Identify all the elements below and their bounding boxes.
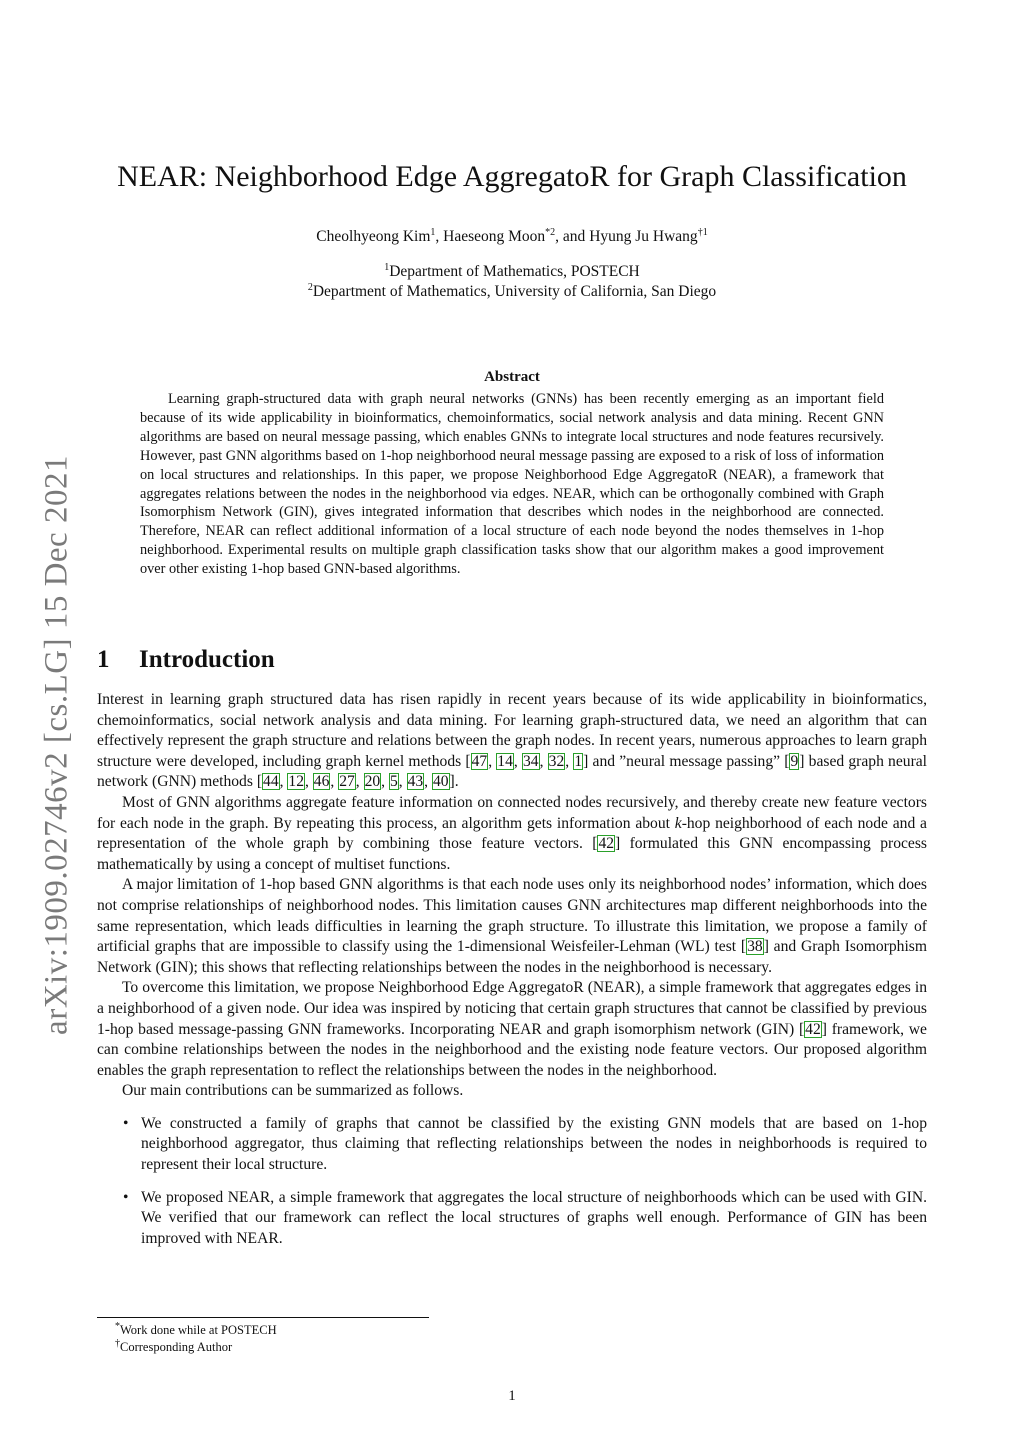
citation-link[interactable]: 43 — [407, 773, 424, 791]
text-run: formulated this GNN encompassing process mathematically by using a concept of multiset functions. — [97, 835, 927, 873]
paper-title: NEAR: Neighborhood Edge AggregatoR for Graph Classification — [117, 160, 907, 193]
text-run: -hop neighborhood of each node and a representation of the whole graph by combining those feature vectors. — [97, 814, 927, 853]
section-number: 1 — [97, 646, 110, 673]
body-text — [97, 690, 927, 1261]
text-run: and ”neural message passing” — [588, 752, 785, 770]
citation-link[interactable]: 47 — [471, 752, 488, 770]
list-item-text: We proposed NEAR, a simple framework that aggregates the local structure of neighborhoods which can be used with GIN. We verified that our framework can reflect the local structures of graphs well enough. Performance of GIN has been improved with NEAR. — [141, 1188, 927, 1247]
text-run: To overcome this limitation, we propose Neighborhood Edge AggregatoR (NEAR), a simple framework that aggregates edges in a neighborhood of a given node. Our idea was inspired by noticing that certain graph structures that cannot be classified by previous 1-hop based message-passing GNN frameworks. Incorporating NEAR and graph isomorphism network (GIN) — [97, 979, 927, 1038]
citation-link[interactable]: 9 — [790, 752, 799, 770]
text-run: framework, we can combine relationships between the nodes in the neighborhood and the existing node feature vectors. Our proposed algorithm enables the graph representation to reflect the relationships between the nodes in the neighborhood. — [97, 1020, 927, 1079]
list-item — [97, 1188, 927, 1250]
text-run: Interest in learning graph structured data has risen rapidly in recent years because of its wide applicability in bioinformatics, chemoinformatics, social network analysis and data mining. For learning graph-structured data, we need an algorithm that can effectively represent the graph structure and relations between the graph nodes. In recent years, numerous approaches to learn graph structure were developed, including graph kernel methods — [97, 691, 927, 770]
list-item-text: We constructed a family of graphs that cannot be classified by the existing GNN models that are based on 1-hop neighborhood aggregator, thus claiming that reflecting relationships between the nodes in neighborhoods is required to represent their local structure. — [141, 1114, 927, 1174]
text-run: Most of GNN algorithms aggregate feature information on connected nodes recursively, and thereby create new feature vectors for each node in the graph. By repeating this process, an algorithm gets information about — [97, 793, 927, 832]
text-run: and Graph Isomorphism Network (GIN); this shows that reflecting relationships between the nodes in the neighborhood is necessary. — [97, 938, 927, 976]
affiliation-mark: 1 — [384, 261, 390, 273]
citation-link[interactable]: 1 — [574, 752, 583, 770]
author-separator: , and — [555, 228, 590, 245]
affiliation-text: Department of Mathematics, University of California, San Diego — [312, 283, 717, 300]
paragraph: A major limitation of 1-hop based GNN algorithms is that each node uses only its neighborhood nodes’ information, which does not comprise relationships of neighborhood nodes. This limitation causes GNN architectures map different neighborhoods into the same representation, which leads difficulties in learning the graph structure. To illustrate this limitation, we propose a family of artificial graphs that are impossible to classify using the 1-dimensional Weisfeiler-Lehman (WL) test [38] and Graph Isomorphism Network (GIN); this shows that reflecting relationships between the nodes in the neighborhood is necessary. — [97, 876, 927, 976]
list-item — [97, 1114, 927, 1176]
text-run: A major limitation of 1-hop based GNN algorithms is that each node uses only its neighborhood nodes’ information, which does not comprise relationships of neighborhood nodes. This limitation causes GNN architectures map different neighborhoods into the same representation, which leads difficulties in learning the graph structure. To illustrate this limitation, we propose a family of artificial graphs that are impossible to classify using the 1-dimensional Weisfeiler-Lehman (WL) test — [97, 876, 927, 956]
paragraph: Interest in learning graph structured data has risen rapidly in recent years because of its wide applicability in bioinformatics, chemoinformatics, social network analysis and data mining. For learning graph-structured data, we need an algorithm that can effectively represent the graph structure and relations between the graph nodes. In recent years, numerous approaches to learn graph structure were developed, including graph kernel methods [47, 14, 34, 32, 1] and ”neural message passing” [9] based graph neural network (GNN) methods [44, 12, 46, 27, 20, 5, 43, 40]. — [97, 691, 928, 791]
citation-link[interactable]: 42 — [805, 1020, 821, 1038]
abstract-text: Learning graph-structured data with graph neural networks (GNNs) has been recently emerging as an important field because of its wide applicability in bioinformatics, chemoinformatics, social network analysis and data mining. Recent GNN algorithms are based on neural message passing, which enables GNNs to integrate local structures and node features recursively. However, past GNN algorithms based on 1-hop neighborhood neural message passing are exposed to a risk of loss of information on local structures and relationships. In this paper, we propose Neighborhood Edge AggregatoR (NEAR), a framework that aggregates relations between the nodes in the neighborhood via edges. NEAR, which can be orthogonally combined with Graph Isomorphism Network (GIN), gives integrated information that describes which nodes in the neighborhood are connected. Therefore, NEAR can reflect additional information of a local structure of each node beyond the nodes themselves in 1-hop neighborhood. Experimental results on multiple graph classification tasks show that our algorithm makes a good improvement over other existing 1-hop based GNN-based algorithms. — [140, 391, 884, 578]
citation-link[interactable]: 46 — [313, 773, 330, 791]
citation-link[interactable]: 14 — [497, 752, 513, 770]
math-variable: k — [674, 814, 682, 832]
bullet-icon: • — [123, 1188, 129, 1206]
page-number: 1 — [508, 1388, 516, 1404]
text-run: . — [454, 773, 459, 791]
author-name: Hyung Ju Hwang — [589, 228, 698, 245]
paragraph: To overcome this limitation, we propose Neighborhood Edge AggregatoR (NEAR), a simple framework that aggregates edges in a neighborhood of a given node. Our idea was inspired by noticing that certain graph structures that cannot be classified by previous 1-hop based message-passing GNN frameworks. Incorporating NEAR and graph isomorphism network (GIN) [42] framework, we can combine relationships between the nodes in the neighborhood and the existing node feature vectors. Our proposed algorithm enables the graph representation to reflect the relationships between the nodes in the neighborhood. — [97, 979, 927, 1079]
footnotes — [115, 1322, 277, 1356]
citation-link[interactable]: 40 — [432, 773, 449, 791]
contribution-list — [97, 1114, 927, 1250]
citation-group: [47, 14, 34, 32, 1] — [465, 752, 589, 770]
citation-link[interactable]: 20 — [364, 773, 381, 791]
citation-link[interactable]: 34 — [522, 752, 539, 770]
section-heading — [97, 646, 275, 674]
author-name: Cheolhyeong Kim — [316, 228, 431, 245]
author-mark: *2 — [545, 226, 556, 238]
author-mark: 1 — [430, 226, 436, 238]
affiliations — [96, 262, 928, 302]
paragraph: Our main contributions can be summarized as follows. — [122, 1082, 464, 1100]
citation-group: [44, 12, 46, 27, 20, 5, 43, 40] — [256, 773, 455, 791]
citation-link[interactable]: 42 — [598, 835, 615, 853]
footnote — [115, 1322, 277, 1339]
citation-link[interactable]: 44 — [263, 773, 279, 791]
affiliation — [96, 282, 928, 302]
paragraph: Most of GNN algorithms aggregate feature information on connected nodes recursively, and thereby create new feature vectors for each node in the graph. By repeating this process, an algorithm gets information about k-hop neighborhood of each node and a representation of the whole graph by combining those feature vectors. [42] formulated this GNN encompassing process mathematically by using a concept of multiset functions. — [97, 793, 927, 873]
footnote — [115, 1339, 277, 1356]
author-mark: †1 — [697, 226, 708, 238]
footnote-mark: * — [115, 1320, 120, 1332]
footnote-text: Work done while at POSTECH — [120, 1323, 277, 1337]
arxiv-stamp-text: arXiv:1909.02746v2 [cs.LG] 15 Dec 2021 — [38, 455, 75, 1035]
citation-link[interactable]: 27 — [339, 773, 355, 791]
bullet-icon: • — [123, 1114, 129, 1132]
author-separator: , — [435, 228, 444, 245]
citation-link[interactable]: 32 — [548, 752, 565, 770]
citation-link[interactable]: 12 — [288, 773, 304, 791]
citation-link[interactable]: 5 — [389, 773, 398, 791]
author-name: Haeseong Moon — [443, 228, 546, 245]
footnote-mark: † — [115, 1337, 120, 1349]
section-title: Introduction — [139, 646, 275, 673]
author-list — [96, 228, 928, 246]
affiliation-mark: 2 — [307, 281, 313, 293]
footnote-text: Corresponding Author — [120, 1340, 233, 1354]
affiliation-text: Department of Mathematics, POSTECH — [389, 263, 640, 280]
text-run: based graph neural network (GNN) methods — [97, 752, 928, 791]
affiliation — [96, 262, 928, 282]
citation-link[interactable]: 38 — [747, 938, 763, 956]
abstract-heading: Abstract — [484, 369, 540, 385]
footnote-rule — [97, 1317, 429, 1318]
